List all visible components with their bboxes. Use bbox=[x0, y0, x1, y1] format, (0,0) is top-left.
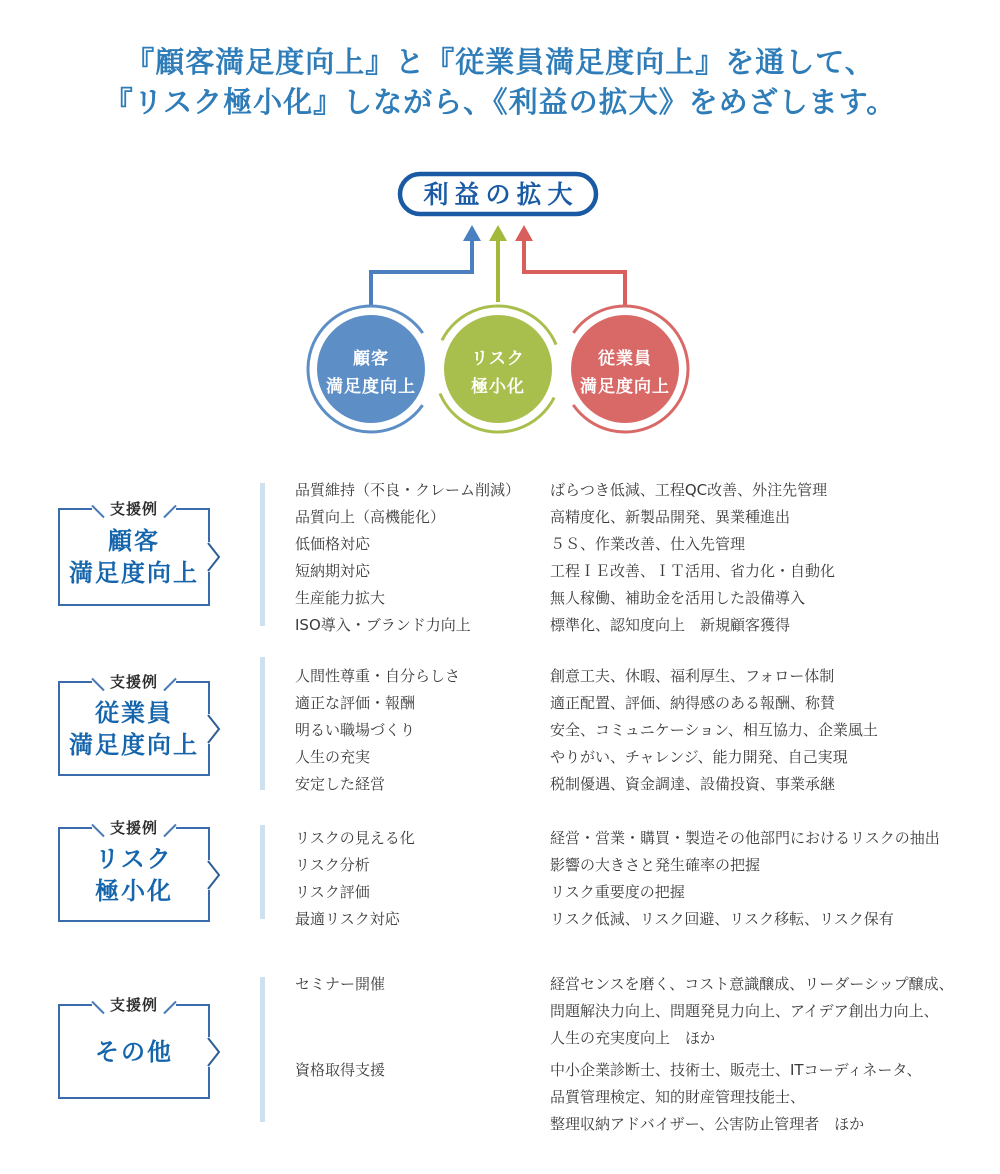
row-detail: リスク重要度の把握 bbox=[550, 883, 685, 901]
table-row bbox=[295, 971, 985, 1052]
section-divider-bar bbox=[260, 483, 265, 626]
table-row bbox=[295, 663, 985, 690]
box-title-line: その他 bbox=[95, 1037, 173, 1066]
row-detail: 影響の大きさと発生確率の把握 bbox=[550, 856, 761, 874]
title-line-2: 『リスク極小化』しながら、《利益の拡大》をめざします。 bbox=[103, 85, 897, 119]
profit-expansion-diagram bbox=[280, 160, 720, 460]
row-label: 最適リスク対応 bbox=[295, 910, 400, 928]
chevron-right-icon bbox=[207, 858, 221, 892]
table-row bbox=[295, 717, 985, 744]
chevron-right-icon bbox=[207, 1035, 221, 1069]
detail-line: 品質管理検定、知的財産管理技能士、 bbox=[550, 1088, 806, 1106]
row-label: ISO導入・ブランド力向上 bbox=[295, 616, 471, 634]
row-label: 人間性尊重・自分らしさ bbox=[295, 667, 461, 685]
row-label: 低価格対応 bbox=[295, 535, 371, 553]
row-label: 明るい職場づくり bbox=[295, 721, 416, 739]
row-label: 生産能力拡大 bbox=[295, 589, 386, 607]
employee-circle bbox=[571, 315, 679, 423]
table-row bbox=[295, 585, 985, 612]
employee-circle-line2: 満足度向上 bbox=[580, 377, 670, 397]
support-tab bbox=[92, 670, 176, 693]
backslash-mark-icon bbox=[91, 505, 104, 518]
section-content-employee bbox=[295, 663, 985, 798]
title-line-1: 『顧客満足度向上』と『従業員満足度向上』を通して、 bbox=[125, 45, 875, 79]
risk-circle-line2: 極小化 bbox=[471, 377, 525, 397]
box-title-line: 顧客 bbox=[108, 527, 160, 555]
row-label: 人生の充実 bbox=[295, 748, 371, 766]
support-box-title bbox=[60, 525, 208, 589]
row-detail: 高精度化、新製品開発、異業種進出 bbox=[550, 508, 791, 526]
table-row bbox=[295, 690, 985, 717]
table-row bbox=[295, 825, 985, 852]
support-tab-label: 支援例 bbox=[109, 819, 159, 837]
box-title-line: 従業員 bbox=[95, 698, 173, 727]
row-detail: 税制優遇、資金調達、設備投資、事業承継 bbox=[550, 775, 836, 793]
box-title-line: リスク bbox=[95, 844, 173, 873]
table-row bbox=[295, 477, 985, 504]
arrowhead-employee bbox=[515, 225, 533, 241]
section-content-risk bbox=[295, 825, 985, 933]
table-row bbox=[295, 744, 985, 771]
row-detail: 無人稼働、補助金を活用した設備導入 bbox=[550, 589, 806, 607]
row-label: リスクの見える化 bbox=[295, 829, 415, 847]
support-tab bbox=[92, 816, 176, 839]
row-label: リスク評価 bbox=[295, 883, 370, 901]
row-detail bbox=[550, 971, 985, 1052]
page-title bbox=[0, 42, 1000, 122]
arrowhead-risk bbox=[489, 225, 507, 241]
support-tab-label: 支援例 bbox=[109, 673, 159, 691]
row-detail: 創意工夫、休暇、福利厚生、フォロー体制 bbox=[550, 667, 835, 685]
row-detail: ばらつき低減、工程QC改善、外注先管理 bbox=[550, 481, 828, 499]
detail-line: 問題解決力向上、問題発見力向上、アイデア創出力向上、 bbox=[550, 1002, 939, 1020]
section-divider-bar bbox=[260, 825, 265, 919]
detail-line: 中小企業診断士、技術士、販売士、ITコーディネータ、 bbox=[550, 1061, 922, 1079]
slash-mark-icon bbox=[163, 1001, 176, 1014]
row-detail: ５Ｓ、作業改善、仕入先管理 bbox=[550, 535, 746, 553]
row-detail: 適正配置、評価、納得感のある報酬、称賛 bbox=[550, 694, 836, 712]
table-row bbox=[295, 504, 985, 531]
row-detail: 経営・営業・購買・製造その他部門におけるリスクの抽出 bbox=[550, 829, 940, 847]
risk-circle-line1: リスク bbox=[471, 349, 525, 369]
table-row bbox=[295, 1057, 985, 1138]
box-title-line: 極小化 bbox=[95, 876, 173, 905]
support-box-title bbox=[60, 697, 208, 761]
support-tab bbox=[92, 993, 176, 1016]
table-row bbox=[295, 771, 985, 798]
slash-mark-icon bbox=[163, 678, 176, 691]
table-row bbox=[295, 558, 985, 585]
support-tab-label: 支援例 bbox=[109, 500, 159, 518]
detail-line: 整理収納アドバイザー、公害防止管理者 ほか bbox=[550, 1115, 865, 1133]
chevron-right-icon bbox=[207, 540, 221, 574]
row-detail: 工程ＩＥ改善、ＩＴ活用、省力化・自動化 bbox=[550, 562, 836, 580]
row-label: 品質維持（不良・クレーム削減） bbox=[295, 481, 521, 499]
table-row bbox=[295, 531, 985, 558]
row-detail: 標準化、認知度向上 新規顧客獲得 bbox=[550, 616, 791, 634]
detail-line: 経営センスを磨く、コスト意識醸成、リーダーシップ醸成、 bbox=[550, 975, 954, 993]
row-label: 安定した経営 bbox=[295, 775, 386, 793]
support-box-title bbox=[60, 1036, 208, 1068]
box-title-line: 満足度向上 bbox=[69, 559, 199, 587]
customer-circle-line1: 顧客 bbox=[353, 349, 389, 369]
backslash-mark-icon bbox=[91, 678, 104, 691]
slash-mark-icon bbox=[163, 824, 176, 837]
arrow-customer bbox=[371, 238, 472, 306]
box-title-line: 満足度向上 bbox=[69, 730, 199, 759]
row-label: 短納期対応 bbox=[295, 562, 371, 580]
support-box-customer bbox=[58, 500, 210, 606]
support-tab bbox=[92, 497, 176, 520]
table-row bbox=[295, 852, 985, 879]
support-box-other bbox=[58, 996, 210, 1099]
arrowhead-customer bbox=[463, 225, 481, 241]
row-label: 資格取得支援 bbox=[295, 1061, 386, 1079]
customer-circle bbox=[317, 315, 425, 423]
support-box-employee bbox=[58, 673, 210, 776]
row-detail: やりがい、チャレンジ、能力開発、自己実現 bbox=[550, 748, 848, 766]
section-divider-bar bbox=[260, 977, 265, 1122]
section-divider-bar bbox=[260, 657, 265, 790]
arrow-employee bbox=[524, 238, 625, 306]
section-content-other bbox=[295, 971, 985, 1138]
detail-line: 人生の充実度向上 ほか bbox=[550, 1029, 716, 1047]
row-detail bbox=[550, 1057, 985, 1138]
support-tab-label: 支援例 bbox=[109, 996, 159, 1014]
table-row bbox=[295, 612, 985, 639]
row-label: リスク分析 bbox=[295, 856, 370, 874]
support-box-title bbox=[60, 843, 208, 907]
row-label: 適正な評価・報酬 bbox=[295, 694, 416, 712]
support-box-risk bbox=[58, 819, 210, 922]
customer-circle-line2: 満足度向上 bbox=[326, 377, 416, 397]
row-label: セミナー開催 bbox=[295, 975, 386, 993]
backslash-mark-icon bbox=[91, 1001, 104, 1014]
backslash-mark-icon bbox=[91, 824, 104, 837]
row-detail: 安全、コミュニケーション、相互協力、企業風土 bbox=[550, 721, 878, 739]
risk-circle bbox=[444, 315, 552, 423]
table-row bbox=[295, 906, 985, 933]
slash-mark-icon bbox=[163, 505, 176, 518]
row-detail: リスク低減、リスク回避、リスク移転、リスク保有 bbox=[550, 910, 894, 928]
row-label: 品質向上（高機能化） bbox=[295, 508, 446, 526]
employee-circle-line1: 従業員 bbox=[598, 349, 652, 369]
chevron-right-icon bbox=[207, 712, 221, 746]
goal-label: 利益の拡大 bbox=[423, 180, 579, 209]
section-content-customer bbox=[295, 477, 985, 639]
table-row bbox=[295, 879, 985, 906]
